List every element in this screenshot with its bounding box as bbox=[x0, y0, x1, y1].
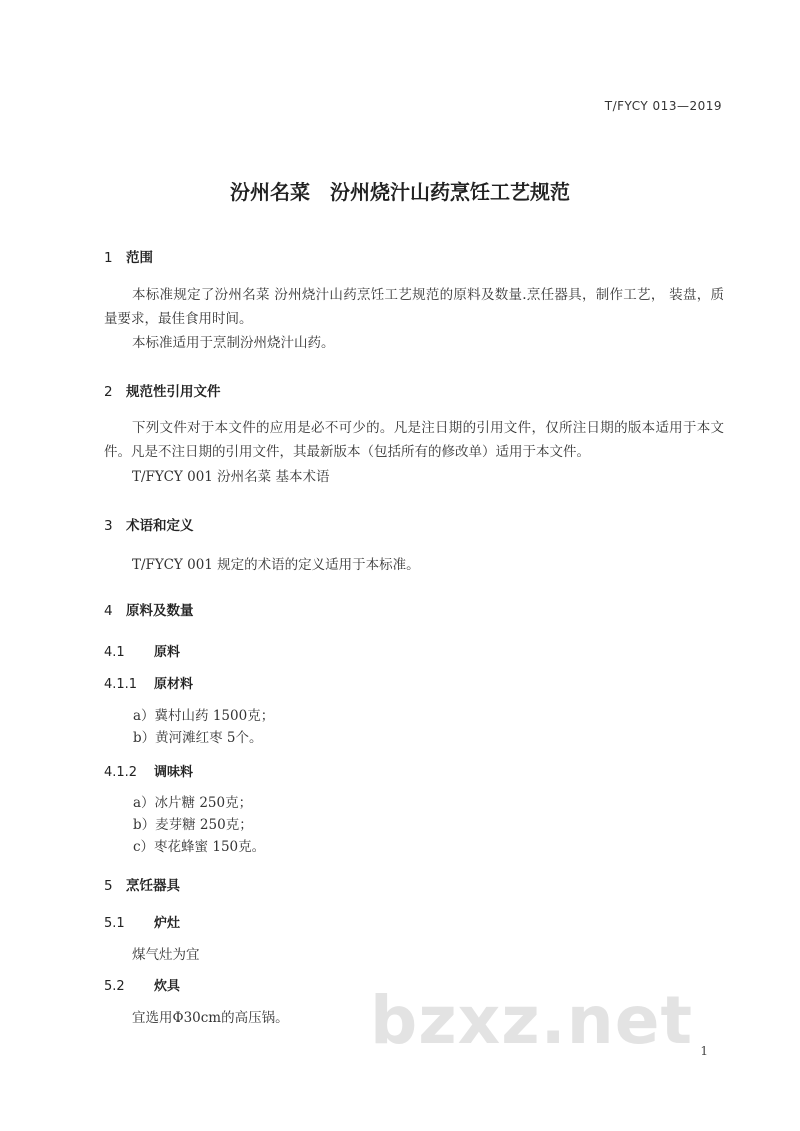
section-title: 原材料 bbox=[154, 677, 194, 692]
section-4-1-1-heading bbox=[104, 673, 193, 692]
section-1-heading bbox=[104, 246, 153, 266]
watermark: bzxz.net bbox=[370, 982, 694, 1059]
page-number: 1 bbox=[700, 1044, 708, 1058]
list-item: a）冰片糖 250克； bbox=[133, 795, 253, 811]
document-title: 汾州名菜 汾州烧汁山药烹饪工艺规范 bbox=[230, 180, 570, 204]
list-item: c）枣花蜂蜜 150克。 bbox=[133, 839, 266, 855]
section-title: 调味料 bbox=[154, 765, 194, 780]
section-number: 5.2 bbox=[104, 979, 125, 994]
section-1-paragraph-2: 本标准适用于烹制汾州烧汁山药。 bbox=[132, 335, 335, 351]
section-2-reference: T/FYCY 001 汾州名菜 基本术语 bbox=[132, 469, 330, 485]
section-number: 4.1.1 bbox=[104, 677, 138, 692]
section-number: 2 bbox=[104, 384, 113, 400]
standard-number: T/FYCY 013—2019 bbox=[604, 99, 722, 113]
section-3-heading bbox=[104, 514, 194, 534]
list-item: b）黄河滩红枣 5个。 bbox=[133, 730, 263, 746]
section-5-1-text: 煤气灶为宜 bbox=[132, 947, 200, 963]
section-2-paragraph-1: 下列文件对于本文件的应用是必不可少的。凡是注日期的引用文件，仅所注日期的版本适用于本文件。凡是不注日期的引用文件，其最新版本（包括所有的修改单）适用于本文件。 bbox=[104, 420, 724, 460]
section-5-2-heading bbox=[104, 975, 180, 994]
section-2-heading bbox=[104, 380, 221, 400]
section-title: 术语和定义 bbox=[126, 518, 194, 534]
section-title: 规范性引用文件 bbox=[126, 384, 221, 400]
section-title: 炉灶 bbox=[154, 916, 181, 931]
section-3-paragraph-1: T/FYCY 001 规定的术语的定义适用于本标准。 bbox=[132, 557, 420, 573]
section-4-1-2-heading bbox=[104, 761, 193, 780]
section-number: 4 bbox=[104, 603, 113, 619]
section-title: 原料及数量 bbox=[126, 603, 194, 619]
list-item: a）冀村山药 1500克； bbox=[133, 708, 275, 724]
section-5-1-heading bbox=[104, 912, 180, 931]
section-1-paragraph-1: 本标准规定了汾州名菜 汾州烧汁山药烹饪工艺规范的原料及数量.烹任器具，制作工艺， 装盘，质量要求，最佳食用时间。 bbox=[104, 287, 724, 327]
section-number: 3 bbox=[104, 518, 113, 534]
section-title: 烹饪器具 bbox=[126, 878, 180, 894]
section-title: 原料 bbox=[154, 645, 181, 660]
list-item: b）麦芽糖 250克； bbox=[133, 817, 253, 833]
section-5-2-text: 宜选用Φ30cm的高压锅。 bbox=[132, 1010, 289, 1026]
section-title: 炊具 bbox=[154, 979, 181, 994]
section-number: 4.1 bbox=[104, 645, 125, 660]
section-title: 范围 bbox=[126, 250, 153, 266]
section-number: 5 bbox=[104, 878, 113, 894]
section-number: 4.1.2 bbox=[104, 765, 138, 780]
section-4-1-heading bbox=[104, 641, 180, 660]
section-number: 1 bbox=[104, 250, 113, 266]
section-number: 5.1 bbox=[104, 916, 125, 931]
section-4-heading bbox=[104, 599, 194, 619]
section-5-heading bbox=[104, 874, 180, 894]
